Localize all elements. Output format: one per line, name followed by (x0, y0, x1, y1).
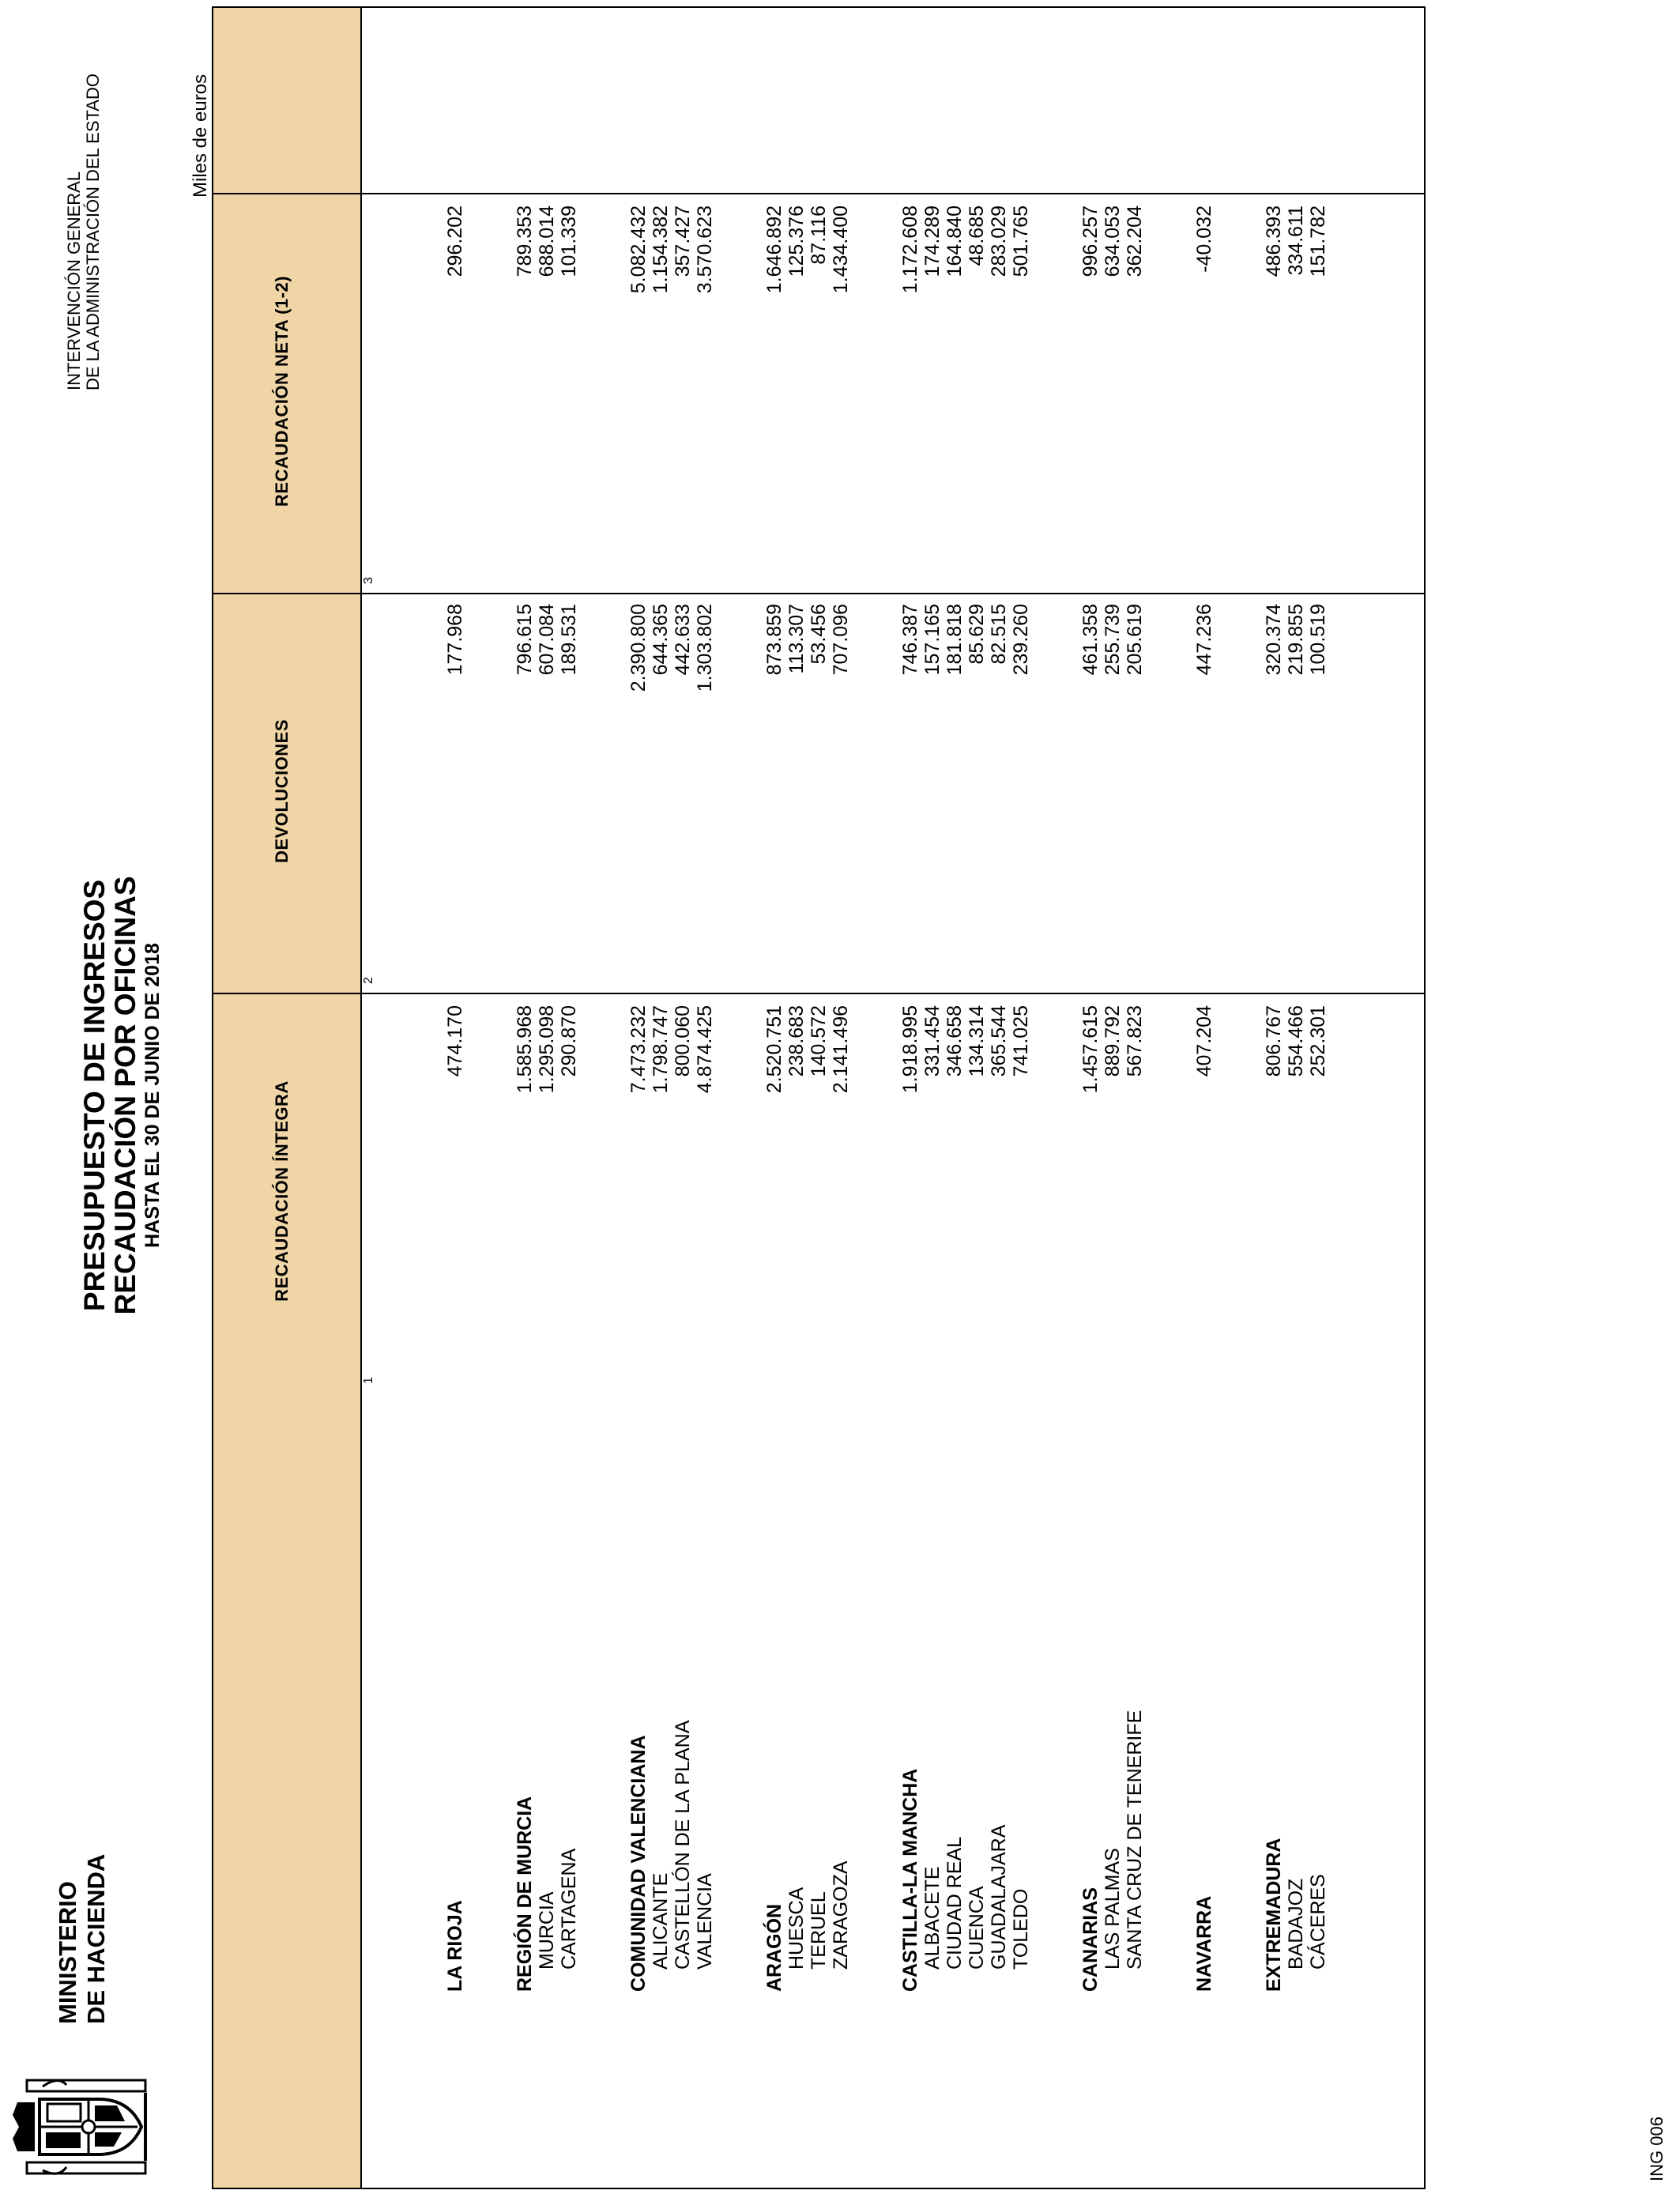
recaudacion-neta-value: 48.685 (966, 205, 988, 266)
recaudacion-integra-value: 134.314 (966, 1005, 988, 1077)
office-name: LA RIOJA (444, 1900, 466, 1992)
recaudacion-neta-value: 357.427 (672, 205, 694, 277)
recaudacion-integra-value: 1.457.615 (1079, 1005, 1102, 1094)
devoluciones-value: 320.374 (1263, 604, 1285, 676)
recaudacion-integra-value: 1.798.747 (650, 1005, 672, 1094)
recaudacion-integra-value: 554.466 (1285, 1005, 1307, 1077)
devoluciones-value: 177.968 (444, 604, 466, 676)
office-name: COMUNIDAD VALENCIANA (627, 1735, 650, 1992)
igae-header (65, 74, 103, 390)
recaudacion-neta-value: 3.570.623 (694, 205, 716, 294)
devoluciones-value: 1.303.802 (694, 604, 716, 692)
table-row (988, 8, 1010, 2188)
recaudacion-integra-value: 140.572 (808, 1005, 830, 1077)
office-name: SANTA CRUZ DE TENERIFE (1124, 1710, 1146, 1970)
office-name: TERUEL (808, 1891, 830, 1970)
column-header-integra: RECAUDACIÓN ÍNTEGRA (272, 1080, 292, 1302)
recaudacion-integra-value: 407.204 (1193, 1005, 1215, 1077)
office-name: MURCIA (536, 1891, 558, 1970)
recaudacion-neta-value: 1.434.400 (830, 205, 852, 294)
recaudacion-integra-value: 741.025 (1010, 1005, 1032, 1077)
devoluciones-value: 746.387 (899, 604, 921, 676)
office-name: CASTILLA-LA MANCHA (899, 1768, 921, 1992)
recaudacion-integra-value: 331.454 (921, 1005, 944, 1077)
devoluciones-value: 113.307 (785, 604, 808, 674)
devoluciones-value: 607.084 (536, 604, 558, 676)
recaudacion-neta-value: 164.840 (944, 205, 966, 277)
devoluciones-value: 181.818 (944, 604, 966, 676)
devoluciones-value: 796.615 (514, 604, 536, 676)
recaudacion-integra-value: 346.658 (944, 1005, 966, 1077)
devoluciones-value: 239.260 (1010, 604, 1032, 676)
recaudacion-integra-value: 238.683 (785, 1005, 808, 1077)
recaudacion-integra-value: 2.520.751 (763, 1005, 785, 1094)
form-code: ING 006 (1647, 2117, 1667, 2181)
igae-line2: DE LA ADMINISTRACIÓN DEL ESTADO (83, 74, 103, 390)
recaudacion-integra-value: 4.874.425 (694, 1005, 716, 1094)
office-name: BADAJOZ (1285, 1878, 1307, 1970)
table-row (1193, 8, 1215, 2188)
recaudacion-neta-value: 486.393 (1263, 205, 1285, 277)
ministry-line1: MINISTERIO (54, 1881, 81, 2024)
table-row (536, 8, 558, 2188)
office-name: CUENCA (966, 1886, 988, 1970)
title-line2: RECAUDACIÓN POR OFICINAS (109, 876, 141, 1315)
column-number: 3 (362, 577, 375, 584)
office-name: CIUDAD REAL (944, 1836, 966, 1970)
devoluciones-value: 644.365 (650, 604, 672, 676)
recaudacion-neta-value: 87.116 (808, 205, 830, 265)
recaudacion-neta-value: 125.376 (785, 205, 808, 277)
table-row (1010, 8, 1032, 2188)
office-name: EXTREMADURA (1263, 1838, 1285, 1992)
table-row (966, 8, 988, 2188)
recaudacion-integra-value: 1.295.098 (536, 1005, 558, 1094)
column-header-neta: RECAUDACIÓN NETA (1-2) (272, 275, 292, 507)
devoluciones-value: 219.855 (1285, 604, 1307, 676)
recaudacion-neta-value: 688.014 (536, 205, 558, 277)
recaudacion-neta-value: 5.082.432 (627, 205, 650, 294)
office-name: LAS PALMAS (1102, 1848, 1124, 1970)
recaudacion-neta-value: 1.154.382 (650, 205, 672, 294)
table-row (1102, 8, 1124, 2188)
table-row (785, 8, 808, 2188)
table-row (627, 8, 650, 2188)
recaudacion-integra-value: 1.585.968 (514, 1005, 536, 1094)
table-row (558, 8, 580, 2188)
table-row (899, 8, 921, 2188)
recaudacion-integra-value: 7.473.232 (627, 1005, 650, 1094)
recaudacion-neta-value: 1.646.892 (763, 205, 785, 294)
recaudacion-integra-value: 806.767 (1263, 1005, 1285, 1077)
recaudacion-integra-value: 365.544 (988, 1005, 1010, 1077)
office-name: VALENCIA (694, 1873, 716, 1970)
recaudacion-integra-value: 474.170 (444, 1005, 466, 1077)
recaudacion-integra-value: 2.141.496 (830, 1005, 852, 1094)
recaudacion-neta-value: -40.032 (1193, 205, 1215, 273)
devoluciones-value: 442.633 (672, 604, 694, 676)
office-name: NAVARRA (1193, 1895, 1215, 1992)
recaudacion-integra-value: 1.918.995 (899, 1005, 921, 1094)
table-row (1285, 8, 1307, 2188)
title-line1: PRESUPUESTO DE INGRESOS (78, 879, 111, 1312)
recaudacion-integra-value: 290.870 (558, 1005, 580, 1077)
recaudacion-integra-value: 889.792 (1102, 1005, 1124, 1077)
recaudacion-neta-value: 101.339 (558, 205, 580, 277)
devoluciones-value: 461.358 (1079, 604, 1102, 676)
table-row (830, 8, 852, 2188)
table-row (1307, 8, 1329, 2188)
devoluciones-value: 100.519 (1307, 604, 1329, 676)
column-number: 2 (362, 977, 375, 984)
office-name: CANARIAS (1079, 1887, 1102, 1992)
recaudacion-neta-value: 296.202 (444, 205, 466, 277)
recaudacion-neta-value: 634.053 (1102, 205, 1124, 277)
office-name: TOLEDO (1010, 1888, 1032, 1970)
office-name: GUADALAJARA (988, 1824, 1010, 1970)
igae-line1: INTERVENCIÓN GENERAL (64, 171, 84, 390)
table-row (672, 8, 694, 2188)
units-label: Miles de euros (190, 74, 211, 198)
document-title (79, 795, 164, 1396)
recaudacion-neta-value: 996.257 (1079, 205, 1102, 277)
office-name: REGIÓN DE MURCIA (514, 1796, 536, 1992)
recaudacion-neta-value: 501.765 (1010, 205, 1032, 277)
office-name: CARTAGENA (558, 1848, 580, 1970)
title-line3: HASTA EL 30 DE JUNIO DE 2018 (141, 943, 164, 1248)
office-name: ZARAGOZA (830, 1860, 852, 1970)
devoluciones-value: 2.390.800 (627, 604, 650, 692)
table-row (444, 8, 466, 2188)
ministry-name (54, 1854, 111, 2024)
table-row (921, 8, 944, 2188)
devoluciones-value: 205.619 (1124, 604, 1146, 676)
table-row (763, 8, 785, 2188)
recaudacion-neta-value: 334.611 (1285, 205, 1307, 276)
table-row (1124, 8, 1146, 2188)
office-name: ALICANTE (650, 1872, 672, 1970)
ministry-line2: DE HACIENDA (82, 1853, 110, 2024)
devoluciones-value: 82.515 (988, 604, 1010, 665)
office-name: ALBACETE (921, 1866, 944, 1970)
devoluciones-value: 255.739 (1102, 604, 1124, 676)
devoluciones-value: 85.629 (966, 604, 988, 665)
column-header-devoluciones: DEVOLUCIONES (272, 718, 292, 864)
recaudacion-neta-value: 174.289 (921, 205, 944, 277)
recaudacion-integra-value: 800.060 (672, 1005, 694, 1077)
table-row (944, 8, 966, 2188)
office-name: HUESCA (785, 1887, 808, 1970)
coat-of-arms-icon (11, 2075, 155, 2178)
table-row (694, 8, 716, 2188)
office-name: ARAGÓN (763, 1903, 785, 1992)
recaudacion-integra-value: 567.823 (1124, 1005, 1146, 1077)
data-table (212, 6, 1426, 2189)
recaudacion-neta-value: 789.353 (514, 205, 536, 277)
devoluciones-value: 707.096 (830, 604, 852, 676)
table-row (808, 8, 830, 2188)
table-row (650, 8, 672, 2188)
recaudacion-neta-value: 283.029 (988, 205, 1010, 277)
recaudacion-neta-value: 151.782 (1307, 205, 1329, 277)
devoluciones-value: 873.859 (763, 604, 785, 676)
table-row (1263, 8, 1285, 2188)
table-row (1079, 8, 1102, 2188)
devoluciones-value: 447.236 (1193, 604, 1215, 676)
office-name: CÁCERES (1307, 1874, 1329, 1970)
recaudacion-integra-value: 252.301 (1307, 1005, 1329, 1077)
recaudacion-neta-value: 362.204 (1124, 205, 1146, 277)
table-row (514, 8, 536, 2188)
column-number: 1 (362, 1377, 375, 1384)
recaudacion-neta-value: 1.172.608 (899, 205, 921, 294)
devoluciones-value: 157.165 (921, 604, 944, 676)
office-name: CASTELLÓN DE LA PLANA (672, 1720, 694, 1970)
devoluciones-value: 189.531 (558, 604, 580, 676)
devoluciones-value: 53.456 (808, 604, 830, 665)
